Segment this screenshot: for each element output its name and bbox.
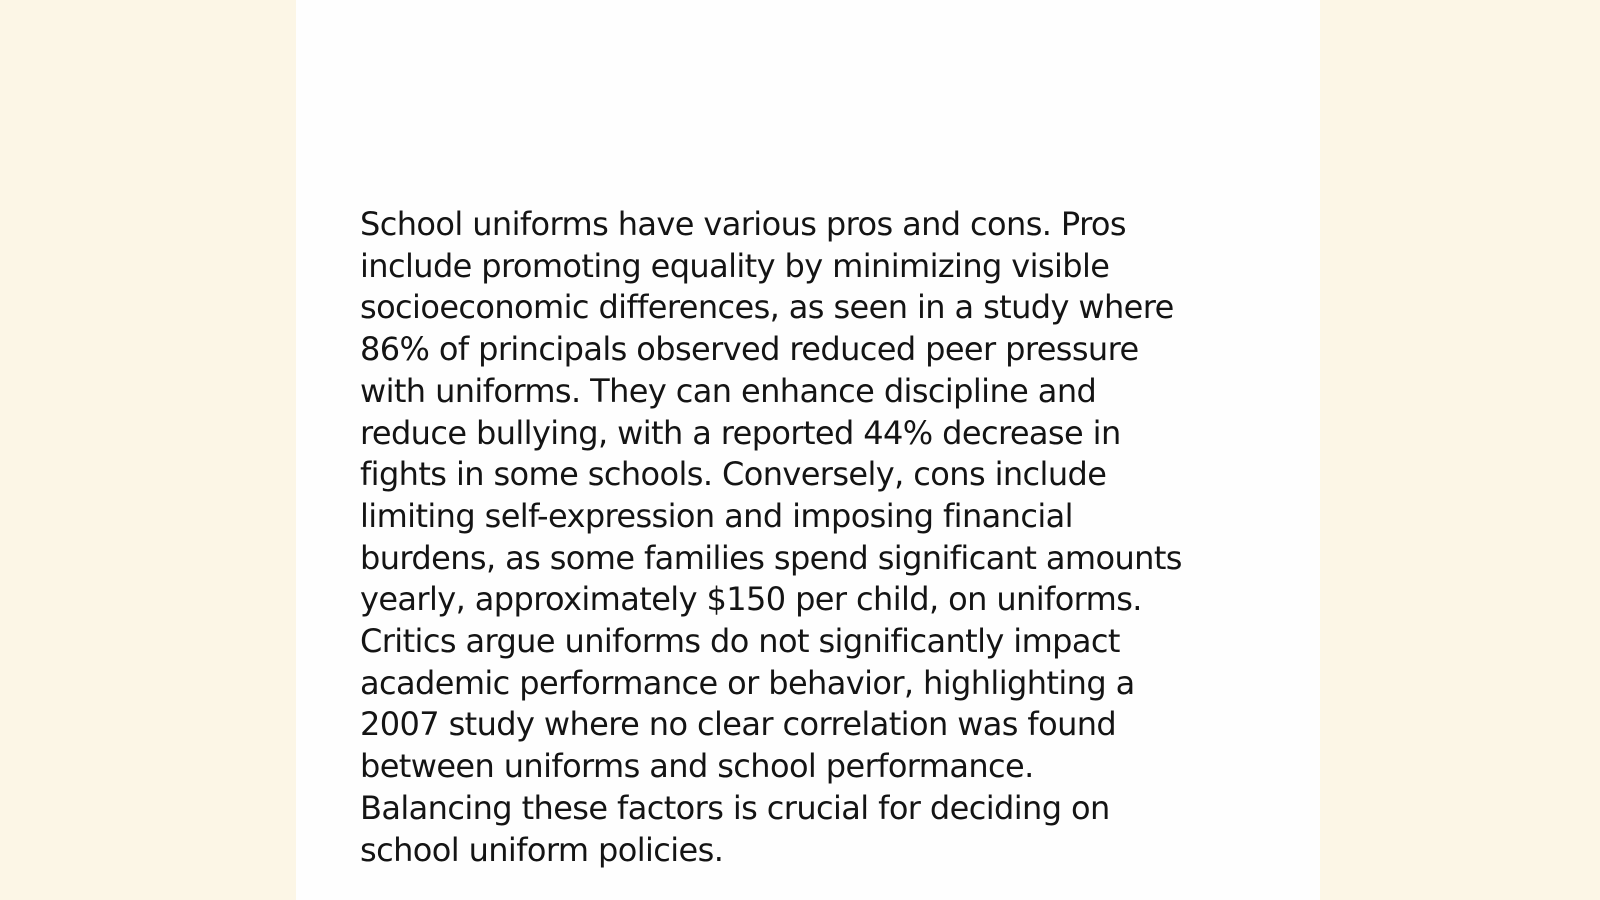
body-paragraph: [360, 204, 1240, 871]
paragraph-line: socioeconomic differences, as seen in a study where: [360, 288, 1174, 327]
paragraph-line: Critics argue uniforms do not significantly impact: [360, 622, 1120, 661]
paragraph-line: Balancing these factors is crucial for deciding on: [360, 788, 1110, 827]
paragraph-line: reduce bullying, with a reported 44% decrease in: [360, 413, 1121, 452]
paragraph-line: include promoting equality by minimizing visible: [360, 246, 1110, 285]
paragraph-line: School uniforms have various pros and cons. Pros: [360, 205, 1126, 243]
paragraph-line: fights in some schools. Conversely, cons include: [360, 455, 1107, 494]
paragraph-line: school uniform policies.: [360, 830, 724, 869]
paragraph-line: yearly, approximately $150 per child, on uniforms.: [360, 580, 1142, 619]
paragraph-line: 86% of principals observed reduced peer pressure: [360, 330, 1139, 369]
paragraph-line: burdens, as some families spend significant amounts: [360, 538, 1182, 577]
paragraph-line: 2007 study where no clear correlation was found: [360, 705, 1117, 744]
paragraph-line: between uniforms and school performance.: [360, 747, 1034, 786]
paragraph-line: academic performance or behavior, highlighting a: [360, 663, 1135, 702]
document-page: [296, 0, 1320, 900]
paragraph-line: with uniforms. They can enhance discipline and: [360, 371, 1097, 410]
paragraph-line: limiting self-expression and imposing financial: [360, 496, 1073, 535]
